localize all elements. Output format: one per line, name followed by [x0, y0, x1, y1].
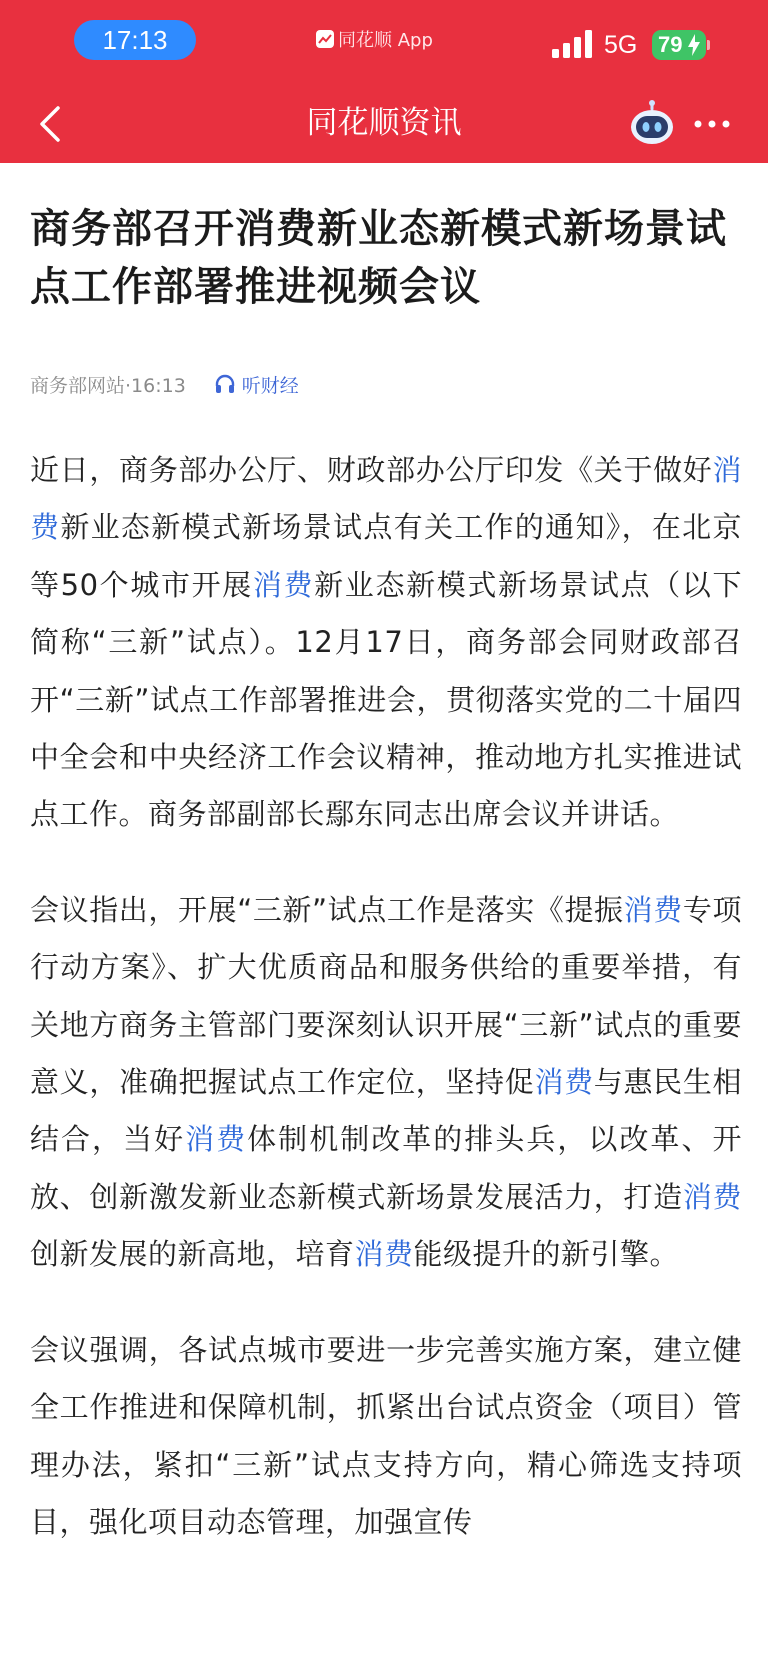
- listen-label: 听财经: [241, 374, 299, 397]
- nav-title: 同花顺资讯: [306, 105, 462, 141]
- nav-bar: [0, 88, 768, 160]
- article-paragraph: [30, 442, 742, 844]
- status-app-indicator: [316, 26, 433, 52]
- status-app-name: 同花顺 App: [338, 30, 433, 51]
- paragraph-text: 能级提升的新引擎。: [413, 1237, 680, 1272]
- app-logo-icon: [316, 30, 334, 48]
- paragraph-text: 新业态新模式新场景试点（以下简称“三新”试点）。12月17日，商务部会同财政部召开“三新”试点工作部署推进会，贯彻落实党的二十届四中全会和中央经济工作会议精神，推动地方扎实推进试点工作。商务部副部长鄢东同志出席会议并讲话。: [30, 567, 742, 832]
- keyword-link[interactable]: 消费: [252, 567, 315, 602]
- more-dots-icon[interactable]: [692, 108, 732, 140]
- charging-bolt-icon: [688, 34, 700, 56]
- paragraph-text: 体制机制改革的排头兵，以改革、开放、创新激发新业态新模式新场景发展活力，打造: [30, 1122, 742, 1214]
- paragraph-text: 新业态新模式新场景试点有关工作的通知》，在北京等50个城市开展: [30, 510, 742, 602]
- paragraph-text: 会议指出，开展“三新”试点工作是落实《提振: [30, 892, 624, 927]
- listen-button[interactable]: [214, 371, 299, 398]
- battery-nub: [707, 40, 710, 50]
- battery-indicator: [652, 30, 706, 60]
- status-bar: [0, 0, 768, 80]
- article-paragraph: [30, 882, 742, 1284]
- network-type: 5G: [604, 31, 638, 59]
- article-header: [30, 200, 742, 316]
- cellular-signal-icon: [552, 30, 594, 58]
- article-body: [30, 442, 742, 1589]
- app-header: [0, 0, 768, 163]
- paragraph-text: 专项行动方案》、扩大优质商品和服务供给的重要举措，有关地方商务主管部门要深刻认识开展“三新”试点的重要意义，准确把握试点工作定位，坚持促: [30, 892, 742, 1100]
- paragraph-text: 与惠民生相结合，当好: [30, 1065, 742, 1157]
- paragraph-text: 近日，商务部办公厅、财政部办公厅印发《关于做好: [30, 453, 713, 487]
- keyword-link[interactable]: 消费: [623, 892, 683, 927]
- robot-assistant-icon[interactable]: [628, 100, 676, 146]
- paragraph-text: 创新发展的新高地，培育: [30, 1237, 355, 1272]
- keyword-link[interactable]: 消费: [534, 1065, 594, 1100]
- keyword-link[interactable]: 消费: [354, 1237, 414, 1272]
- paragraph-text: 会议强调，各试点城市要进一步完善实施方案，建立健全工作推进和保障机制，抓紧出台试点资金（项目）管理办法，紧扣“三新”试点支持方向，精心筛选支持项目，强化项目动态管理，加强宣传: [30, 1332, 742, 1539]
- article-meta: [30, 368, 299, 400]
- battery-level: 79: [658, 32, 683, 57]
- keyword-link[interactable]: 消费: [185, 1122, 248, 1157]
- article-title: 商务部召开消费新业态新模式新场景试点工作部署推进视频会议: [30, 206, 727, 310]
- headphones-icon: [214, 373, 236, 395]
- article-source-time: 商务部网站·16:13: [30, 374, 186, 397]
- keyword-link[interactable]: 消费: [682, 1179, 742, 1214]
- keyword-link[interactable]: 消费: [30, 453, 742, 545]
- article-paragraph: [30, 1322, 742, 1552]
- status-time: 17:13: [74, 20, 196, 60]
